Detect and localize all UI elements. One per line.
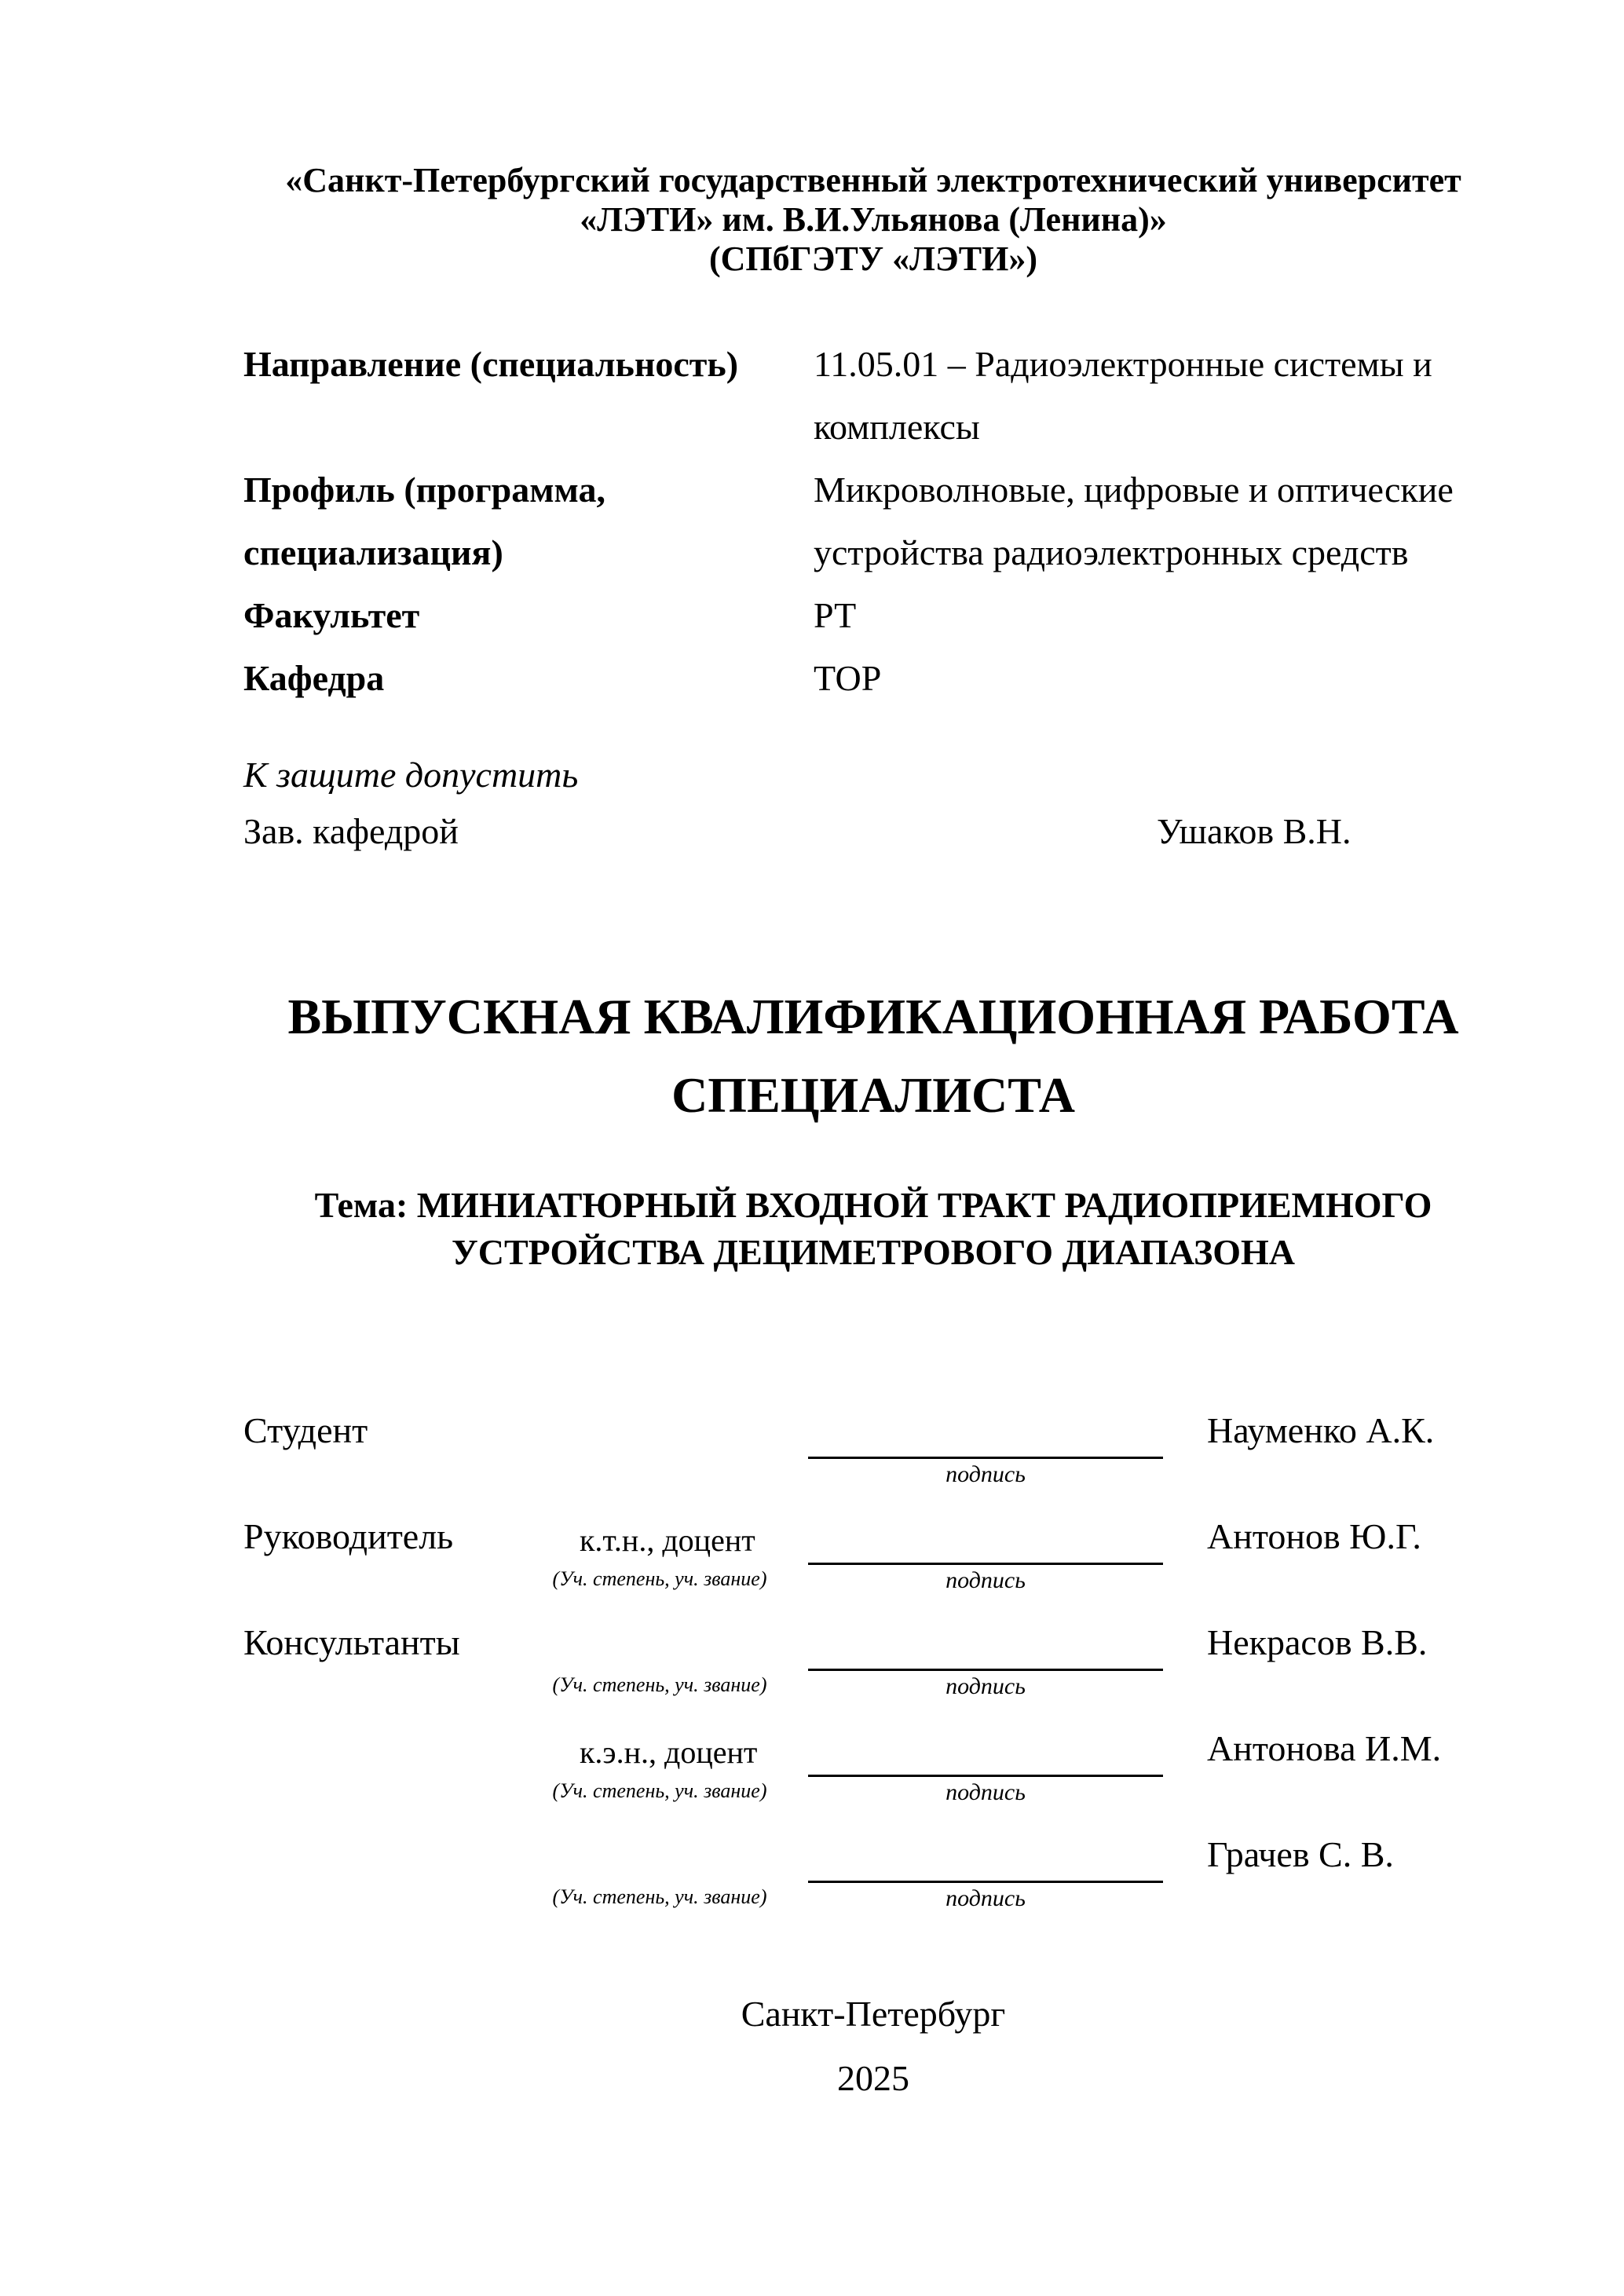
qualification-label: к.э.н., доцент: [580, 1735, 758, 1770]
field-row-department: [243, 647, 1503, 710]
university-header-line-2: «ЛЭТИ» им. В.И.Ульянова (Ленина)»: [580, 200, 1167, 239]
signer-name: Грачев С. В.: [1207, 1834, 1394, 1874]
signature-caption: подпись: [946, 1461, 1026, 1487]
field-value: [814, 584, 1503, 647]
signature-row-consultant-1: [243, 1621, 1503, 1727]
field-label: [243, 647, 814, 710]
admit-to-defense-note: К защите допустить: [243, 755, 579, 795]
role-label: Консультанты: [243, 1622, 460, 1662]
department-head-name: Ушаков В.Н.: [1157, 811, 1352, 851]
field-label-line: Кафедра: [243, 658, 385, 698]
program-fields: [243, 333, 1503, 710]
signature-caption: подпись: [946, 1885, 1026, 1911]
signature-line: [808, 1775, 1163, 1777]
signer-name: Науменко А.К.: [1207, 1410, 1435, 1450]
thesis-theme-line-2: УСТРОЙСТВА ДЕЦИМЕТРОВОГО ДИАПАЗОНА: [451, 1232, 1295, 1272]
university-header-line-3: (СПбГЭТУ «ЛЭТИ»): [709, 239, 1037, 278]
signer-name: Антонова И.М.: [1207, 1728, 1442, 1768]
field-label: [243, 333, 814, 459]
thesis-title: [243, 978, 1503, 1135]
field-value: [814, 459, 1503, 584]
signer-name: Некрасов В.В.: [1207, 1622, 1428, 1662]
signature-line: [808, 1457, 1163, 1459]
signature-caption: подпись: [946, 1673, 1026, 1699]
thesis-title-line-1: ВЫПУСКНАЯ КВАЛИФИКАЦИОННАЯ РАБОТА: [287, 989, 1459, 1044]
thesis-title-line-2: СПЕЦИАЛИСТА: [671, 1067, 1075, 1123]
signature-caption: подпись: [946, 1567, 1026, 1593]
university-header-line-1: «Санкт-Петербургский государственный электротехнический университет: [285, 161, 1461, 199]
qualification-label: к.т.н., доцент: [580, 1523, 755, 1558]
field-label: [243, 584, 814, 647]
role-label: Студент: [243, 1410, 368, 1450]
field-label-line: Факультет: [243, 595, 420, 635]
field-value-line: устройства радиоэлектронных средств: [814, 532, 1409, 572]
field-value-line: комплексы: [814, 407, 980, 447]
degree-caption: (Уч. степень, уч. звание): [552, 1567, 767, 1590]
signature-row-consultant-2: [243, 1727, 1503, 1834]
signature-row-consultant-3: [243, 1834, 1503, 1940]
field-row-profile: [243, 459, 1503, 584]
department-head-row: [243, 810, 1503, 852]
footer-city: Санкт-Петербург: [741, 1994, 1006, 2034]
signature-line: [808, 1563, 1163, 1565]
field-label-line: Профиль (программа,: [243, 470, 606, 510]
signature-caption: подпись: [946, 1779, 1026, 1805]
degree-caption: (Уч. степень, уч. звание): [552, 1885, 767, 1908]
university-header: [243, 161, 1503, 279]
field-value-line: 11.05.01 – Радиоэлектронные системы и: [814, 344, 1432, 384]
field-label-line: специализация): [243, 532, 503, 572]
signature-row-student: [243, 1409, 1503, 1515]
degree-caption: (Уч. степень, уч. звание): [552, 1673, 767, 1696]
field-value-line: РТ: [814, 595, 857, 635]
field-label-line: Направление (специальность): [243, 344, 739, 384]
role-label: Руководитель: [243, 1516, 454, 1556]
department-head-label: Зав. кафедрой: [243, 811, 459, 851]
field-value: [814, 333, 1503, 459]
degree-caption: (Уч. степень, уч. звание): [552, 1779, 767, 1802]
signature-row-supervisor: [243, 1515, 1503, 1621]
signature-line: [808, 1881, 1163, 1883]
field-label: [243, 459, 814, 584]
field-value: [814, 647, 1503, 710]
field-row-specialty: [243, 333, 1503, 459]
footer-year: 2025: [837, 2058, 909, 2098]
field-value-line: Микроволновые, цифровые и оптические: [814, 470, 1454, 510]
field-row-faculty: [243, 584, 1503, 647]
thesis-theme: [243, 1182, 1503, 1276]
thesis-theme-line-1: Тема: МИНИАТЮРНЫЙ ВХОДНОЙ ТРАКТ РАДИОПРИЕМНОГО: [314, 1185, 1432, 1225]
field-value-line: ТОР: [814, 658, 882, 698]
signer-name: Антонов Ю.Г.: [1207, 1516, 1421, 1556]
signature-line: [808, 1669, 1163, 1671]
